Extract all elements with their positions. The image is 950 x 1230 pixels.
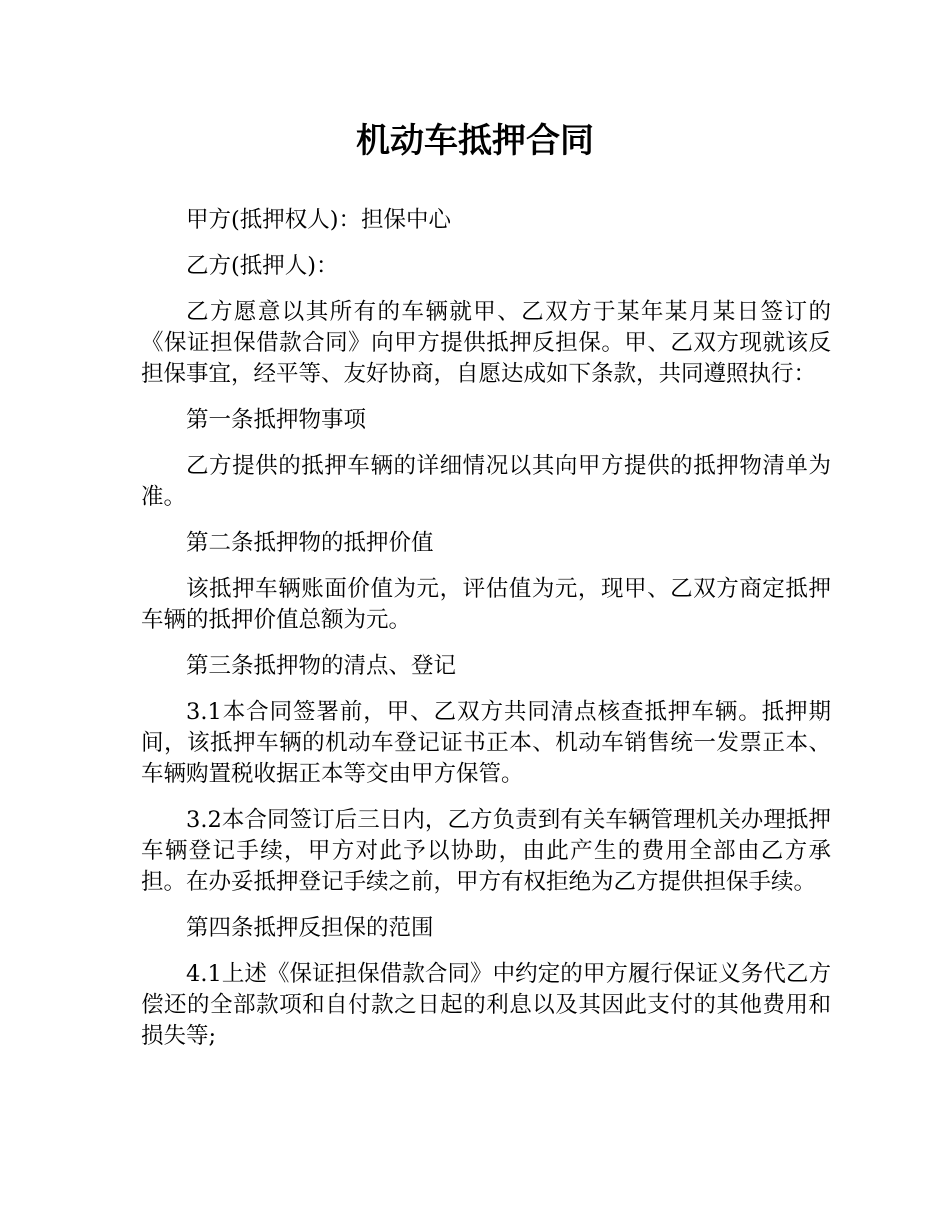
clause-3-2-paragraph: 3.2本合同签订后三日内，乙方负责到有关车辆管理机关办理抵押车辆登记手续，甲方对此予以协助，由此产生的费用全部由乙方承担。在办妥抵押登记手续之前，甲方有权拒绝为乙方提供担保手续。 xyxy=(141,807,831,895)
article-1-paragraph: 乙方提供的抵押车辆的详细情况以其向甲方提供的抵押物清单为准。 xyxy=(141,453,831,510)
clause-4-1-paragraph: 4.1上述《保证担保借款合同》中约定的甲方履行保证义务代乙方偿还的全部款项和自付款之日起的利息以及其因此支付的其他费用和损失等; xyxy=(141,961,831,1049)
article-2-paragraph: 该抵押车辆账面价值为元，评估值为元，现甲、乙双方商定抵押车辆的抵押价值总额为元。 xyxy=(141,576,831,633)
preamble-paragraph: 乙方愿意以其所有的车辆就甲、乙双方于某年某月某日签订的《保证担保借款合同》向甲方提供抵押反担保。甲、乙双方现就该反担保事宜，经平等、友好协商，自愿达成如下条款，共同遵照执行： xyxy=(141,299,831,387)
article-4-heading: 第四条抵押反担保的范围 xyxy=(186,915,434,941)
document-body xyxy=(141,205,831,1067)
article-3-heading: 第三条抵押物的清点、登记 xyxy=(186,653,457,679)
document-title: 机动车抵押合同 xyxy=(356,121,594,161)
party-a-line: 甲方(抵押权人)：担保中心 xyxy=(186,207,452,233)
clause-3-1-paragraph: 3.1本合同签署前，甲、乙双方共同清点核查抵押车辆。抵押期间，该抵押车辆的机动车登记证书正本、机动车销售统一发票正本、车辆购置税收据正本等交由甲方保管。 xyxy=(141,699,831,787)
party-b-line: 乙方(抵押人)： xyxy=(186,253,339,279)
article-2-heading: 第二条抵押物的抵押价值 xyxy=(186,530,434,556)
article-1-heading: 第一条抵押物事项 xyxy=(186,407,367,433)
